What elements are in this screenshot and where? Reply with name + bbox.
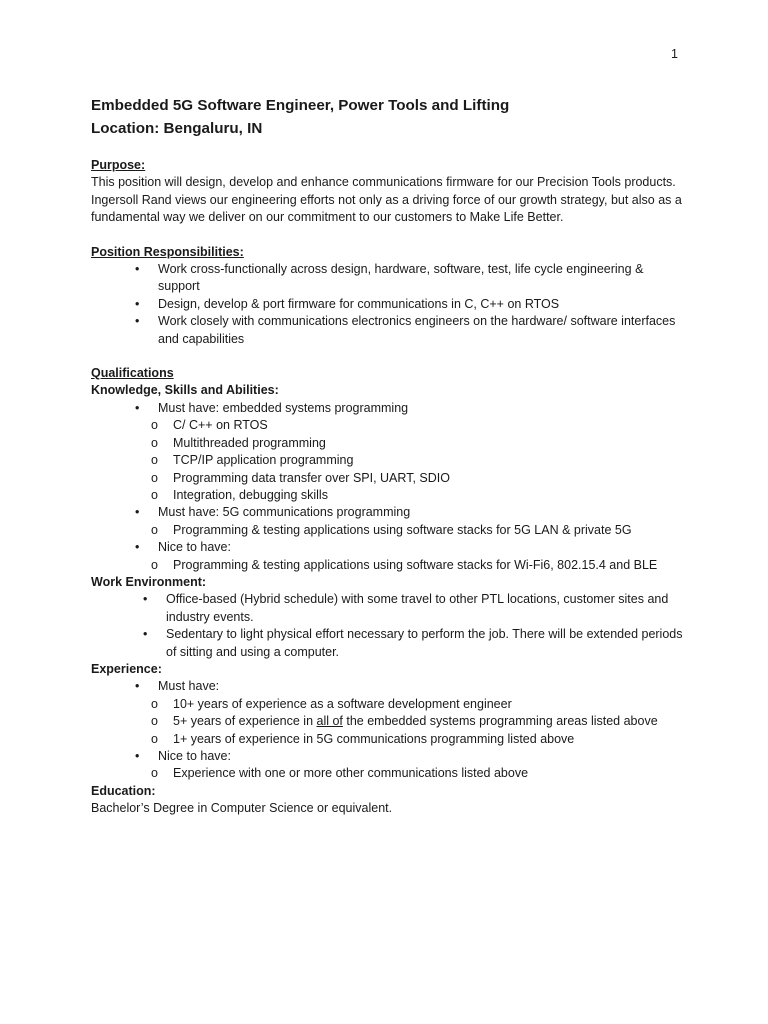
qualifications-heading: Qualifications: [91, 366, 174, 381]
job-title: Embedded 5G Software Engineer, Power Tools and Lifting: [91, 97, 510, 114]
sub-list-item: o 5+ years of experience in all of the embedded systems programming areas listed above: [151, 714, 658, 729]
list-item: • Office-based (Hybrid schedule) with some travel to other PTL locations, customer sites and industry events.: [143, 592, 669, 624]
list-item: • Design, develop & port firmware for communications in C, C++ on RTOS: [135, 296, 560, 311]
job-location: Location: Bengaluru, IN: [91, 120, 263, 137]
responsibilities-list: [91, 261, 691, 348]
list-item: • Sedentary to light physical effort necessary to perform the job. There will be extended periods of sitting and using a computer.: [143, 627, 683, 659]
list-item: • Work closely with communications electronics engineers on the hardware/ software interfaces and capabilities: [135, 314, 676, 346]
sub-list-item: o Programming & testing applications using software stacks for 5G LAN & private 5G: [151, 522, 632, 537]
list-item: • Nice to have:: [135, 540, 231, 555]
list-item: • Must have: embedded systems programming: [135, 400, 409, 415]
list-item: • Must have: 5G communications programming: [135, 505, 411, 520]
sub-list: [91, 417, 691, 504]
page-number: 1: [671, 47, 678, 61]
list-item: • Nice to have:: [135, 749, 231, 763]
list-item: • Work cross-functionally across design, hardware, software, test, life cycle engineering & support: [135, 262, 644, 294]
sub-list-item: o TCP/IP application programming: [151, 453, 354, 468]
education-text: Bachelor’s Degree in Computer Science or equivalent.: [91, 801, 393, 816]
sub-list-item: o Programming data transfer over SPI, UART, SDIO: [151, 470, 450, 485]
work-environment-heading: Work Environment:: [91, 574, 207, 589]
sub-list: [91, 522, 691, 539]
sub-list-item: o Experience with one or more other communications listed above: [151, 766, 529, 781]
sub-list: [91, 765, 691, 782]
purpose-text: This position will design, develop and enhance communications firmware for our Precision Tools products. Ingersoll Rand views our engineering efforts not only as a driving force of our growth strategy, but also as a fundamental way we deliver on our commitment to our customers to Make Life Better.: [91, 175, 682, 225]
education-heading: Education:: [91, 783, 156, 798]
purpose-heading: Purpose:: [91, 158, 146, 172]
sub-list-item: o 1+ years of experience in 5G communications programming listed above: [151, 731, 575, 746]
sub-list-item: o Programming & testing applications using software stacks for Wi-Fi6, 802.15.4 and BLE: [151, 557, 658, 572]
work-environment-list: [91, 591, 691, 661]
sub-list-item: o 10+ years of experience as a software development engineer: [151, 696, 512, 711]
sub-list: [91, 557, 691, 574]
qualifications-list: [91, 504, 691, 521]
sub-list-item: o Multithreaded programming: [151, 435, 326, 450]
experience-list: [91, 678, 691, 695]
list-item: • Must have:: [135, 679, 220, 694]
document-body: [91, 94, 691, 818]
qualifications-list: [91, 539, 691, 556]
underlined-emphasis: all of: [316, 714, 343, 729]
ksa-heading: Knowledge, Skills and Abilities:: [91, 383, 279, 398]
qualifications-list: [91, 400, 691, 417]
experience-list: [91, 748, 691, 765]
responsibilities-heading: Position Responsibilities:: [91, 244, 244, 259]
experience-heading: Experience:: [91, 661, 162, 676]
sub-list-item: o C/ C++ on RTOS: [151, 418, 268, 433]
sub-list-item: o Integration, debugging skills: [151, 487, 328, 502]
sub-list: [91, 696, 691, 748]
